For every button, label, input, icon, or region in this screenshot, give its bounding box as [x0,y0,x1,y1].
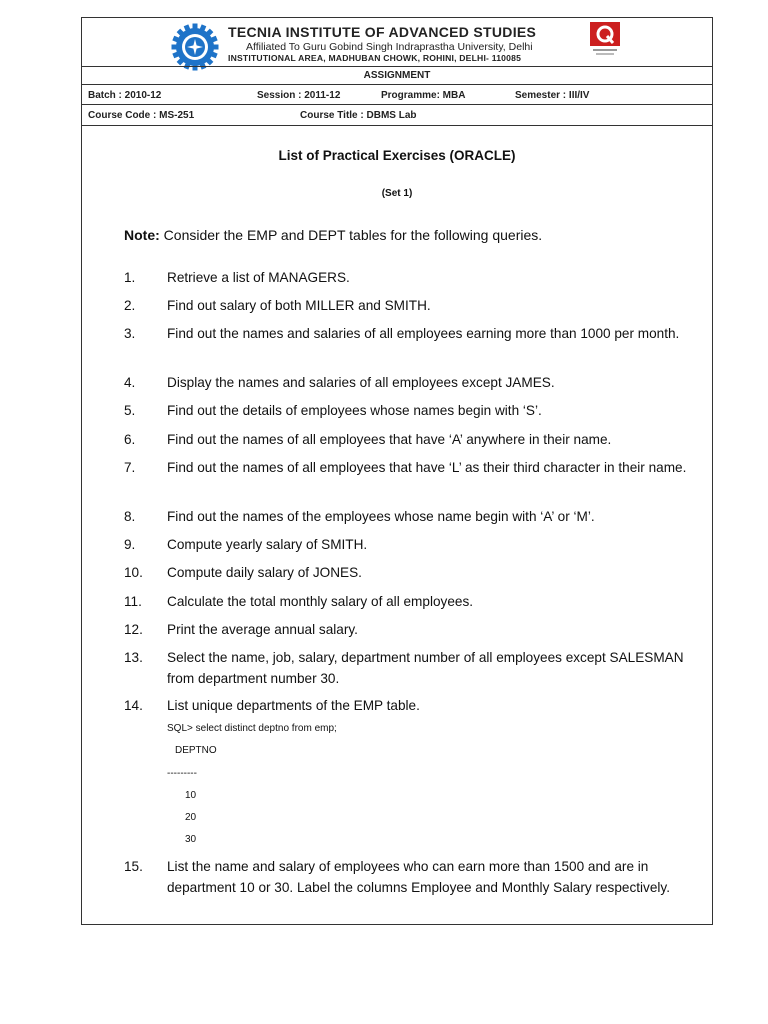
sql-result-row: 20 [185,812,197,823]
question-number: 9. [124,537,136,552]
question-text: Select the name, job, salary, department number of all employees except SALESMAN from department number 30. [167,650,684,686]
question-number: 7. [124,460,136,475]
question-number: 8. [124,509,136,524]
session-field: Session : 2011-12 [257,90,341,101]
semester-field: Semester : III/IV [515,90,590,101]
question-text: Find out the names of all employees that have ‘A’ anywhere in their name. [167,432,612,447]
note-label: Note: [124,227,160,243]
question-number: 15. [124,859,143,874]
question-number: 14. [124,698,143,713]
question-text: Find out salary of both MILLER and SMITH. [167,298,431,313]
institute-emblem-icon [170,22,220,72]
sql-separator: --------- [167,768,197,779]
q-logo-icon [590,22,620,62]
sql-result-row: 30 [185,834,197,845]
question-text: Find out the names and salaries of all employees earning more than 1000 per month. [167,326,680,341]
sql-column-header: DEPTNO [175,745,217,756]
question-text: List the name and salary of employees who can earn more than 1500 and are in department 10 or 30. Label the columns Employee and Monthly Salary respectively. [167,859,670,895]
assignment-row [82,66,712,85]
programme-field: Programme: MBA [381,90,466,101]
question-number: 4. [124,375,136,390]
question-number: 1. [124,270,136,285]
question-number: 6. [124,432,136,447]
batch-row [82,84,712,105]
course-code-field: Course Code : MS-251 [88,110,195,121]
note [124,227,542,243]
question-number: 13. [124,650,143,665]
question-number: 3. [124,326,136,341]
question-text: Retrieve a list of MANAGERS. [167,270,350,285]
note-text: Consider the EMP and DEPT tables for the following queries. [163,227,543,243]
question-number: 10. [124,565,143,580]
set-label: (Set 1) [381,188,413,199]
question-text: Display the names and salaries of all employees except JAMES. [167,375,555,390]
institute-header [82,18,712,66]
sql-query: SQL> select distinct deptno from emp; [167,723,337,734]
question-text: Find out the details of employees whose names begin with ‘S’. [167,403,542,418]
assignment-label: ASSIGNMENT [363,70,431,81]
institute-address: INSTITUTIONAL AREA, MADHUBAN CHOWK, ROHINI, DELHI- 110085 [228,53,522,63]
question-text: Find out the names of the employees whose name begin with ‘A’ or ‘M’. [167,509,595,524]
question-text: Calculate the total monthly salary of all employees. [167,594,474,609]
page-title: List of Practical Exercises (ORACLE) [278,148,516,163]
institute-name: TECNIA INSTITUTE OF ADVANCED STUDIES [228,24,537,40]
question-text: List unique departments of the EMP table. [167,698,420,713]
question-number: 2. [124,298,136,313]
course-row [82,104,712,126]
question-text: Print the average annual salary. [167,622,358,637]
question-number: 11. [124,594,142,609]
assignment-sheet [81,17,713,925]
batch-field: Batch : 2010-12 [88,90,162,101]
question-text: Find out the names of all employees that have ‘L’ as their third character in their name. [167,460,687,475]
institute-affiliation: Affiliated To Guru Gobind Singh Indraprastha University, Delhi [246,41,533,53]
question-number: 5. [124,403,136,418]
sql-result-row: 10 [185,790,197,801]
course-title-field: Course Title : DBMS Lab [300,110,417,121]
question-number: 12. [124,622,143,637]
question-text: Compute yearly salary of SMITH. [167,537,368,552]
question-text: Compute daily salary of JONES. [167,565,362,580]
